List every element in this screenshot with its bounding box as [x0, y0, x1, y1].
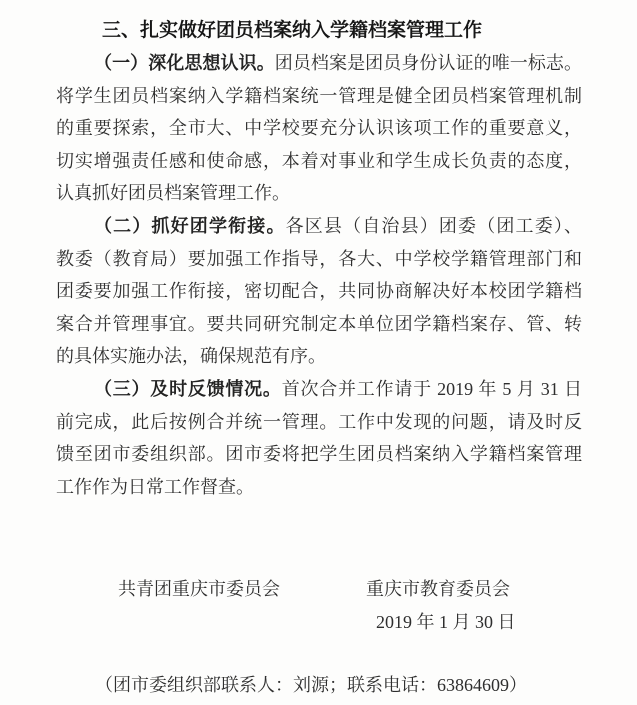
signature-date: 2019 年 1 月 30 日	[376, 611, 516, 632]
paragraph-lead: （二）抓好团学衔接。	[94, 215, 286, 236]
paragraph	[56, 47, 582, 210]
contact-info: （团市委组织部联系人：刘源；联系电话：63864609）	[95, 675, 527, 696]
document-line: 的重要探索，全市大、中学校要充分认识该项工作的重要意义，	[56, 118, 582, 139]
document-line: （二）抓好团学衔接。各区县（自治县）团委（团工委）、	[94, 215, 583, 236]
document-line: 工作作为日常工作督查。	[56, 476, 254, 497]
document-line: 前完成，此后按例合并统一管理。工作中发现的问题，请及时反	[56, 411, 582, 432]
document-line: 教委（教育局）要加强工作指导，各大、中学校学籍管理部门和	[56, 248, 582, 269]
document-line: 的具体实施办法，确保规范有序。	[56, 346, 326, 367]
document-body	[56, 47, 582, 503]
document-line: 馈至团市委组织部。团市委将把学生团员档案纳入学籍档案管理	[56, 444, 582, 465]
document-line: 将学生团员档案纳入学籍档案统一管理是健全团员档案管理机制	[56, 85, 582, 106]
document-line: 切实增强责任感和使命感，本着对事业和学生成长负责的态度，	[56, 150, 582, 171]
document-line: 团委要加强工作衔接，密切配合，共同协商解决好本校团学籍档	[56, 281, 582, 302]
signature-org-left: 共青团重庆市委员会	[118, 579, 280, 600]
document-line: （三）及时反馈情况。首次合并工作请于 2019 年 5 月 31 日	[94, 378, 583, 399]
document-line: 案合并管理事宜。要共同研究制定本单位团学籍档案存、管、转	[56, 313, 582, 334]
signature-row	[56, 573, 582, 606]
paragraph-lead: （三）及时反馈情况。	[94, 378, 282, 399]
paragraph	[56, 210, 582, 373]
document-line: （一）深化思想认识。团员档案是团员身份认证的唯一标志。	[94, 53, 583, 73]
signature-org-right: 重庆市教育委员会	[366, 579, 510, 600]
paragraph	[56, 373, 582, 503]
paragraph-lead: （一）深化思想认识。	[94, 53, 275, 73]
signature-block	[56, 573, 582, 639]
document-section-title: 三、扎实做好团员档案纳入学籍档案管理工作	[102, 19, 483, 41]
document-line: 认真抓好团员档案管理工作。	[56, 183, 290, 204]
